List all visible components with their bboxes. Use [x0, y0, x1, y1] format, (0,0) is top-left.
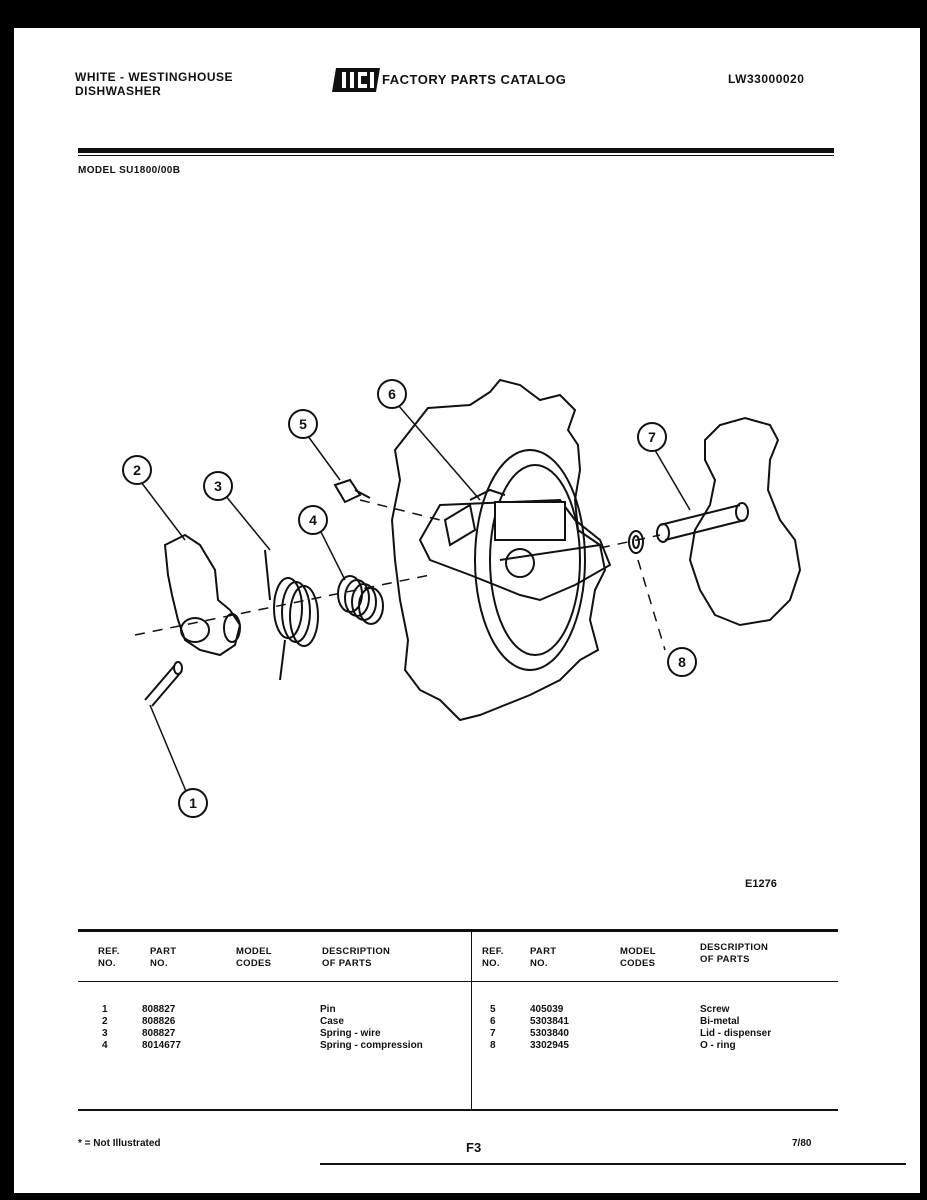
- footer-rule: [320, 1163, 906, 1165]
- brand-line-2: DISHWASHER: [75, 84, 162, 98]
- page-number: F3: [466, 1140, 482, 1155]
- model-number: MODEL SU1800/00B: [78, 165, 181, 176]
- callout-5: 5: [299, 416, 307, 432]
- catalog-title: FACTORY PARTS CATALOG: [382, 72, 567, 87]
- callout-6: 6: [388, 386, 396, 402]
- brand-line-1: WHITE - WESTINGHOUSE: [75, 70, 233, 84]
- callout-1: 1: [189, 795, 197, 811]
- revision-date: 7/80: [792, 1138, 812, 1149]
- callout-2: 2: [133, 462, 141, 478]
- callout-7: 7: [648, 429, 656, 445]
- table-rule-bottom: [78, 1109, 838, 1111]
- dispenser-lid: [690, 418, 800, 625]
- callout-4: 4: [309, 512, 317, 528]
- table-rule-top: [78, 929, 838, 932]
- table-rule-header: [78, 981, 838, 982]
- table-divider: [471, 932, 472, 1110]
- figure-number: E1276: [745, 878, 777, 890]
- not-illustrated-note: * = Not Illustrated: [78, 1138, 161, 1149]
- callout-3: 3: [214, 478, 222, 494]
- callout-8: 8: [678, 654, 686, 670]
- catalog-code: LW33000020: [728, 72, 805, 86]
